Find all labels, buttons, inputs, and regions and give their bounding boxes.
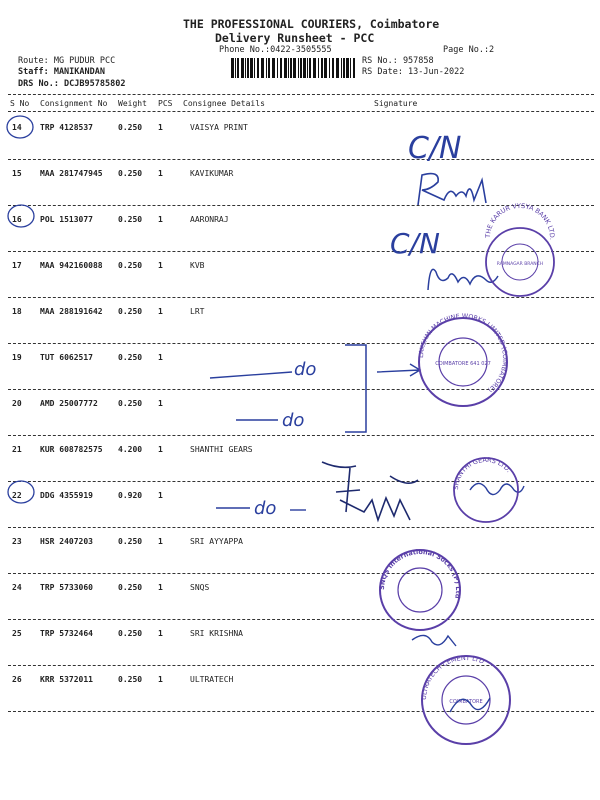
route: Route: MG PUDUR PCC: [18, 56, 116, 66]
stamp-snqs: [378, 548, 462, 630]
row-separator: [8, 159, 594, 160]
row-separator: [8, 619, 594, 620]
barcode-bar: [277, 58, 278, 78]
ditto-text-2: do: [282, 410, 305, 431]
barcode-bar: [241, 58, 244, 78]
row-pcs: 1: [158, 537, 163, 546]
drs-number: DRS No.: DCJB95785802: [18, 79, 126, 89]
col-pcs: PCS: [158, 99, 173, 108]
barcode-bar: [272, 58, 275, 78]
barcode-bar: [247, 58, 249, 78]
row-separator: [8, 481, 594, 482]
barcode-bar: [343, 58, 345, 78]
row-pcs: 1: [158, 629, 163, 638]
barcode-bar: [309, 58, 311, 78]
row-sno: 24: [12, 583, 22, 592]
row-consignee: SRI AYYAPPA: [190, 537, 243, 546]
staff: Staff: MANIKANDAN: [18, 67, 105, 77]
row-consignee: SNQS: [190, 583, 210, 592]
stamp-shanthi: [452, 456, 518, 522]
barcode-bar: [298, 58, 299, 78]
barcode-bar: [318, 58, 319, 78]
row-sno: 18: [12, 307, 22, 316]
row-sno: 22: [12, 491, 22, 500]
barcode-bar: [300, 58, 302, 78]
row-separator: [8, 343, 594, 344]
row-weight: 0.250: [118, 307, 143, 316]
row-consignment: TRP 5732464: [40, 629, 93, 638]
row-consignee: LRT: [190, 307, 205, 316]
svg-text:SHANTHI GEARS LTD.: [452, 456, 513, 490]
col-signature: Signature: [374, 99, 418, 108]
row-separator: [8, 573, 594, 574]
stamp-karur-text: THE KARUR VYSYA BANK LTD.: [483, 201, 557, 241]
stamp-ultratech-center: COIMBATORE: [449, 699, 483, 705]
rs-number: RS No.: 957858: [362, 56, 434, 66]
row-consignment: KRR 5372011: [40, 675, 93, 684]
row-weight: 0.250: [118, 261, 143, 270]
barcode: [231, 58, 355, 78]
barcode-bar: [332, 58, 334, 78]
row-weight: 0.250: [118, 353, 143, 362]
row-pcs: 1: [158, 123, 163, 132]
row-consignee: KVB: [190, 261, 205, 270]
row-weight: 0.920: [118, 491, 143, 500]
rs-date: RS Date: 13-Jun-2022: [362, 67, 465, 77]
row-separator: [8, 665, 594, 666]
row-consignment: TRP 5733060: [40, 583, 93, 592]
header-rule-top: [8, 94, 594, 95]
row-separator: [8, 205, 594, 206]
document-title: Delivery Runsheet - PCC: [215, 31, 375, 45]
barcode-bar: [235, 58, 236, 78]
row-sno: 16: [12, 215, 22, 224]
row-consignment: KUR 608782575: [40, 445, 103, 454]
col-consignment: Consignment No: [40, 99, 108, 108]
barcode-bar: [336, 58, 339, 78]
row-sno: 25: [12, 629, 22, 638]
barcode-bar: [293, 58, 296, 78]
row-consignee: AARONRAJ: [190, 215, 229, 224]
row-consignment: POL 1513077: [40, 215, 93, 224]
row-consignee: SHANTHI GEARS: [190, 445, 253, 454]
signature-kvb: [428, 269, 498, 290]
barcode-bar: [268, 58, 270, 78]
row-separator: [8, 435, 594, 436]
row-separator: [8, 297, 594, 298]
page-number: Page No.:2: [443, 45, 495, 55]
barcode-bar: [346, 58, 349, 78]
row-consignment: TRP 4128537: [40, 123, 93, 132]
row-pcs: 1: [158, 675, 163, 684]
stamp-ultratech-text: ULTRATECH CEMENT LTD: [419, 653, 486, 701]
row-sno: 23: [12, 537, 22, 546]
barcode-bar: [280, 58, 282, 78]
row-weight: 0.250: [118, 123, 143, 132]
svg-text:THE KARUR VYSYA BANK LTD.: [484, 202, 556, 240]
barcode-bar: [284, 58, 287, 78]
row-sno: 19: [12, 353, 22, 362]
header-rule-bottom: [8, 111, 594, 112]
row-consignment: HSR 2407203: [40, 537, 93, 546]
row-consignment: TUT 6062517: [40, 353, 93, 362]
barcode-bar: [288, 58, 289, 78]
row-separator: [8, 527, 594, 528]
barcode-bar: [303, 58, 306, 78]
row-consignment: MAA 942160088: [40, 261, 103, 270]
barcode-bar: [324, 58, 327, 78]
row-sno: 20: [12, 399, 22, 408]
stamp-ultratech: [420, 654, 510, 744]
row-consignee: ULTRATECH: [190, 675, 234, 684]
stamp-snqs-text: SNQS International Socks (P) Ltd: [377, 547, 463, 600]
row-separator: [8, 389, 594, 390]
row-weight: 0.250: [118, 169, 143, 178]
row-pcs: 1: [158, 583, 163, 592]
row-pcs: 1: [158, 307, 163, 316]
row-pcs: 1: [158, 445, 163, 454]
row-weight: 0.250: [118, 583, 143, 592]
stamp-lakshmi-center: COIMBATORE 641 027: [435, 361, 491, 367]
row-sno: 17: [12, 261, 22, 270]
stamp-karur-branch: RAMNAGAR BRANCH: [496, 262, 544, 267]
barcode-bar: [257, 58, 259, 78]
barcode-bar: [341, 58, 342, 78]
barcode-bar: [266, 58, 267, 78]
row-sno: 14: [12, 123, 22, 132]
signature-cn-2: C/N: [390, 227, 440, 260]
row-sno: 15: [12, 169, 22, 178]
ditto-text-1: do: [294, 359, 317, 380]
stamp-lakshmi-text: LAKSHMI MACHINE WORKS LIMITED (COIMBATORE): [417, 312, 509, 394]
svg-text:ULTRATECH CEMENT LTD: [420, 654, 485, 700]
row-weight: 0.250: [118, 537, 143, 546]
row-pcs: 1: [158, 353, 163, 362]
row-consignment: DDG 4355919: [40, 491, 93, 500]
signature-cn-1: C/N: [408, 131, 462, 166]
row-weight: 4.200: [118, 445, 143, 454]
barcode-bar: [307, 58, 308, 78]
col-weight: Weight: [118, 99, 147, 108]
barcode-bar: [254, 58, 255, 78]
row-separator: [8, 711, 594, 712]
svg-text:LAKSHMI MACHINE WORKS LIMITED: [418, 313, 508, 393]
barcode-bar: [329, 58, 330, 78]
barcode-bar: [231, 58, 234, 78]
row-consignee: SRI KRISHNA: [190, 629, 243, 638]
row-consignment: MAA 281747945: [40, 169, 103, 178]
row-weight: 0.250: [118, 629, 143, 638]
stamp-karur-vysya: [484, 202, 556, 296]
barcode-bar: [250, 58, 253, 78]
signature-snqs: [412, 635, 456, 646]
phone-number: Phone No.:0422-3505555: [219, 45, 332, 55]
stamp-lakshmi: [418, 313, 508, 406]
col-sno: S No: [10, 99, 30, 108]
row-pcs: 1: [158, 399, 163, 408]
barcode-bar: [290, 58, 292, 78]
row-weight: 0.250: [118, 215, 143, 224]
row-consignee: KAVIKUMAR: [190, 169, 234, 178]
stamp-shanthi-text: SHANTHI GEARS LTD.: [451, 455, 513, 491]
row-pcs: 1: [158, 169, 163, 178]
company-name: THE PROFESSIONAL COURIERS, Coimbatore: [183, 17, 440, 31]
row-sno: 21: [12, 445, 22, 454]
row-pcs: 1: [158, 491, 163, 500]
row-pcs: 1: [158, 215, 163, 224]
ditto-text-3: do: [254, 498, 277, 519]
barcode-bar: [350, 58, 351, 78]
arrow-mark: [377, 364, 420, 376]
signature-kavikumar: [418, 174, 486, 205]
row-pcs: 1: [158, 261, 163, 270]
signature-shanthi: [322, 462, 418, 520]
row-weight: 0.250: [118, 399, 143, 408]
barcode-bar: [313, 58, 316, 78]
barcode-bar: [321, 58, 323, 78]
row-sno: 26: [12, 675, 22, 684]
row-separator: [8, 251, 594, 252]
ditto-line-1: [210, 372, 292, 378]
barcode-bar: [245, 58, 246, 78]
barcode-bar: [237, 58, 239, 78]
barcode-bar: [353, 58, 355, 78]
row-consignee: VAISYA PRINT: [190, 123, 248, 132]
row-weight: 0.250: [118, 675, 143, 684]
col-consignee: Consignee Details: [183, 99, 265, 108]
signature-row-21: [470, 483, 524, 494]
row-consignment: MAA 288191642: [40, 307, 103, 316]
row-consignment: AMD 25007772: [40, 399, 98, 408]
barcode-bar: [261, 58, 264, 78]
